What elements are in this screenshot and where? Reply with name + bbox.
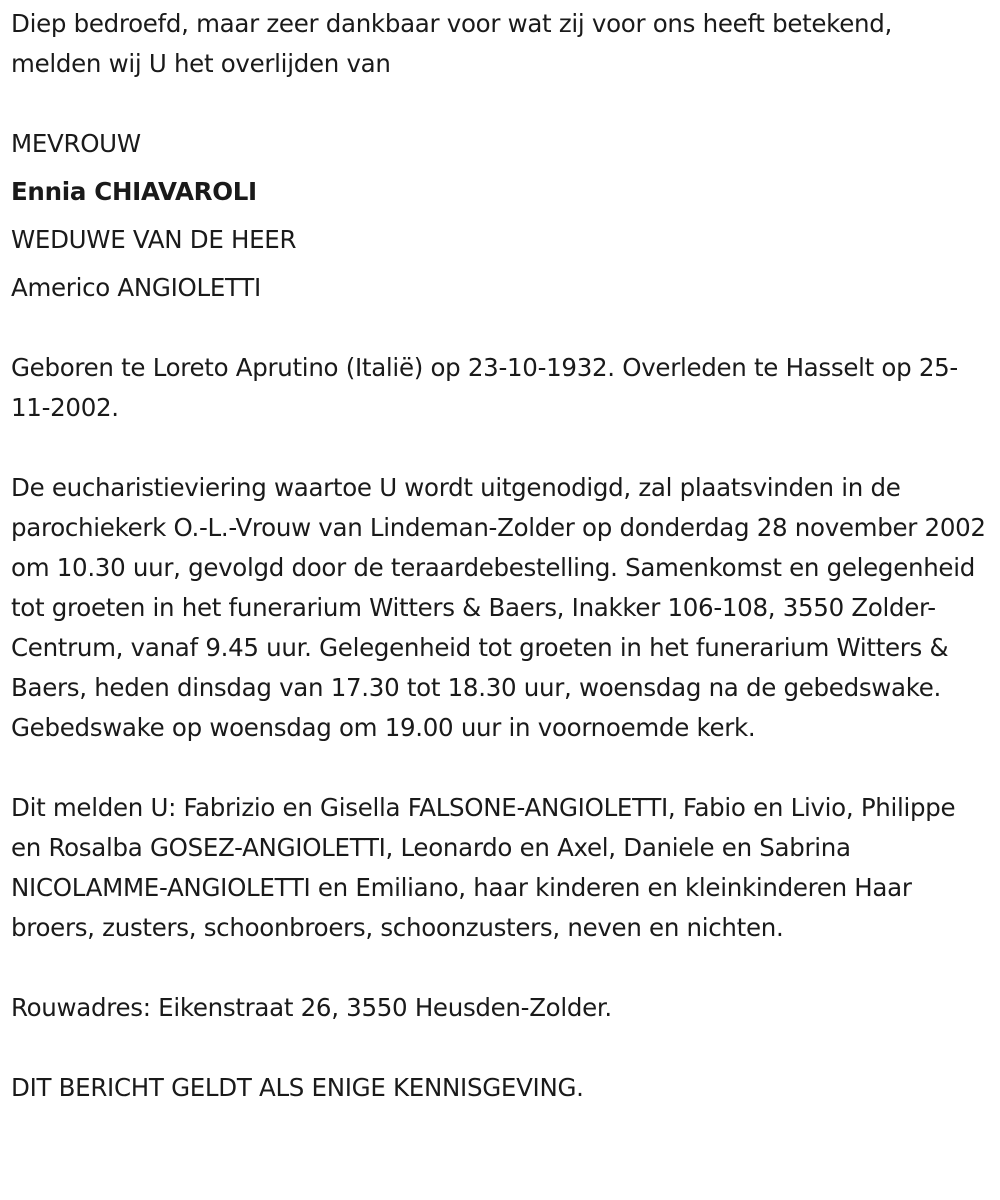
address-text: Rouwadres: Eikenstraat 26, 3550 Heusden-Zolder. [11,993,612,1022]
spacer [11,308,986,348]
spacer [11,748,986,788]
deceased-block [11,120,986,312]
spacer [11,948,986,988]
ceremony-text: De eucharistieviering waartoe U wordt uitgenodigd, zal plaatsvinden in de parochiekerk O.-L.-Vrouw van Lindeman-Zolder op donderdag 28 november 2002 om 10.30 uur, gevolgd door de teraardebestelling. Samenkomst en gelegenheid tot groeten in het funerarium Witters & Baers, Inakker 106-108, 3550 Zolder-Centrum, vanaf 9.45 uur. Gelegenheid tot groeten in het funerarium Witters & Baers, heden dinsdag van 17.30 tot 18.30 uur, woensdag na de gebedswake. Gebedswake op woensdag om 19.00 uur in voornoemde kerk. [11,473,986,742]
deceased-title: MEVROUW [11,129,141,158]
spouse-name: Americo ANGIOLETTI [11,273,261,302]
intro-text: Diep bedroefd, maar zeer dankbaar voor wat zij voor ons heeft betekend, melden wij U het overlijden van [11,9,892,78]
family-text: Dit melden U: Fabrizio en Gisella FALSONE-ANGIOLETTI, Fabio en Livio, Philippe en Rosalba GOSEZ-ANGIOLETTI, Leonardo en Axel, Daniele en Sabrina NICOLAMME-ANGIOLETTI en Emiliano, haar kinderen en kleinkinderen Haar broers, zusters, schoonbroers, schoonzusters, neven en nichten. [11,793,956,942]
deceased-name: Ennia CHIAVAROLI [11,177,257,206]
birth-death-text: Geboren te Loreto Aprutino (Italië) op 23-10-1932. Overleden te Hasselt op 25-11-2002. [11,353,958,422]
relation-text: WEDUWE VAN DE HEER [11,225,297,254]
spacer [11,84,986,124]
spacer [11,1028,986,1068]
death-notice [11,4,986,1108]
closing-text: DIT BERICHT GELDT ALS ENIGE KENNISGEVING. [11,1073,584,1102]
spacer [11,428,986,468]
